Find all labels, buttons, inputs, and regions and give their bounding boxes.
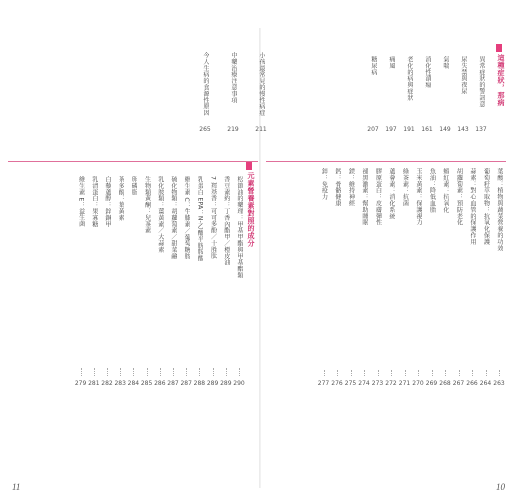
toc-page-number: 283 bbox=[114, 380, 126, 387]
toc-page-number: 269 bbox=[425, 380, 438, 387]
toc-page-number: 263 bbox=[493, 380, 505, 387]
toc-page-number: 211 bbox=[255, 126, 267, 133]
toc-entry-text: 糖尿病 bbox=[370, 56, 377, 76]
toc-page-number: 274 bbox=[358, 380, 370, 387]
toc-entry-text: 蘆薈素：消化系統 bbox=[388, 168, 395, 220]
toc-entry-text: 小孩最常見的慢性病症 bbox=[258, 52, 265, 116]
left-folio: 11 bbox=[12, 482, 21, 492]
toc-page-number: 271 bbox=[398, 380, 411, 387]
toc-leader-dots bbox=[405, 370, 407, 376]
right-heading-marker bbox=[496, 44, 502, 52]
toc-entry-text: 維生素 E：益生菌 bbox=[77, 176, 85, 228]
toc-leader-dots bbox=[418, 370, 420, 376]
toc-leader-dots bbox=[120, 368, 122, 376]
toc-page-number: 281 bbox=[88, 380, 100, 387]
toc-entry-text: 硫化物類：胡蘿蔔素／甜菜鹼 bbox=[170, 176, 177, 260]
toc-leader-dots bbox=[445, 370, 447, 376]
toc-entry-text: 魚油：降低血脂 bbox=[428, 168, 436, 213]
toc-leader-dots bbox=[186, 368, 188, 376]
left-section-heading: 元素營養素對照的成分 bbox=[247, 172, 255, 247]
toc-page-number: 161 bbox=[421, 126, 433, 133]
toc-page-number: 286 bbox=[154, 380, 166, 387]
toc-page-number: 265 bbox=[199, 126, 211, 133]
toc-page-number: 272 bbox=[385, 380, 397, 387]
toc-page-number: 264 bbox=[479, 380, 492, 387]
toc-leader-dots bbox=[351, 370, 353, 376]
toc-page-number: 285 bbox=[140, 380, 153, 387]
right-folio: 10 bbox=[496, 482, 505, 492]
toc-page-number: 282 bbox=[101, 380, 113, 387]
toc-page-number: 197 bbox=[385, 126, 397, 133]
toc-page-number: 273 bbox=[371, 380, 384, 387]
toc-page-number: 289 bbox=[206, 380, 219, 387]
toc-page-number: 143 bbox=[457, 126, 469, 133]
toc-page-number: 191 bbox=[403, 126, 415, 133]
toc-leader-dots bbox=[324, 370, 326, 376]
left-heading-rule bbox=[8, 161, 258, 162]
toc-page-number: 267 bbox=[452, 380, 465, 387]
toc-page-number: 149 bbox=[439, 126, 451, 133]
toc-page-number: 284 bbox=[127, 380, 140, 387]
toc-entry-text: 白藜蘆醇：鋅銅甲 bbox=[104, 176, 111, 228]
toc-leader-dots bbox=[199, 368, 201, 376]
toc-entry-text: 卵磷脂 bbox=[130, 176, 138, 196]
toc-page-number: 287 bbox=[180, 380, 192, 387]
toc-entry-text: 老化的病與症狀 bbox=[406, 56, 413, 101]
toc-entry-text: 鎂：維持神經 bbox=[347, 168, 355, 207]
toc-page-number: 207 bbox=[367, 126, 379, 133]
toc-entry-text: 7 羥基香：可可多酚／十胜肽 bbox=[209, 176, 217, 260]
toc-entry-text: 鋅：免疫力 bbox=[320, 168, 328, 200]
toc-leader-dots bbox=[364, 370, 366, 376]
toc-entry-text: 胡蘿蔔素：預防老化 bbox=[455, 168, 463, 226]
toc-leader-dots bbox=[239, 368, 241, 376]
toc-leader-dots bbox=[81, 368, 83, 376]
toc-entry-text: 乳化胺類：薑黃素／大蒜素 bbox=[156, 176, 164, 253]
toc-page-number: 288 bbox=[193, 380, 206, 387]
toc-leader-dots bbox=[472, 370, 474, 376]
toc-entry-text: 蝦紅素：抗氧化 bbox=[442, 168, 449, 213]
toc-entry-text: 膠原蛋白：皮膚彈性 bbox=[374, 168, 382, 226]
toc-page-number: 287 bbox=[167, 380, 179, 387]
toc-page-number: 137 bbox=[475, 126, 487, 133]
toc-leader-dots bbox=[459, 370, 461, 376]
toc-entry-text: 褪黑激素：幫助睡眠 bbox=[361, 168, 368, 226]
toc-leader-dots bbox=[226, 368, 228, 376]
toc-leader-dots bbox=[432, 370, 434, 376]
toc-leader-dots bbox=[147, 368, 149, 376]
toc-page-number: 270 bbox=[412, 380, 424, 387]
toc-entry-text: 乳蛋白 EPA：N-乙醯半胱胺酸 bbox=[196, 176, 204, 262]
toc-entry-text: 蒜素：對心血管的保護作用 bbox=[469, 168, 476, 245]
toc-page-number: 268 bbox=[439, 380, 451, 387]
toc-entry-text: 生物類黃酮：兒茶素 bbox=[143, 176, 151, 234]
toc-leader-dots bbox=[391, 370, 393, 376]
right-section-heading: 這種症狀，那病 bbox=[497, 54, 505, 107]
toc-entry-text: 鈣：骨骼健康 bbox=[334, 168, 341, 207]
left-heading-marker bbox=[246, 162, 252, 170]
toc-page-number: 266 bbox=[466, 380, 478, 387]
toc-entry-text: 茶多酚：葉黃素 bbox=[117, 176, 125, 221]
toc-leader-dots bbox=[213, 368, 215, 376]
toc-entry-text: 維生素 C：牛膝素／葡萄糖胺 bbox=[183, 176, 191, 260]
toc-entry-text: 氣喘 bbox=[442, 56, 449, 69]
toc-page-number: 219 bbox=[227, 126, 239, 133]
right-heading-rule bbox=[266, 161, 506, 162]
toc-leader-dots bbox=[94, 368, 96, 376]
toc-leader-dots bbox=[107, 368, 109, 376]
toc-leader-dots bbox=[173, 368, 175, 376]
toc-entry-text: 葡萄籽萃取物：抗氧化保護 bbox=[482, 168, 490, 245]
toc-leader-dots bbox=[337, 370, 339, 376]
toc-entry-text: 異常症狀的警訊意 bbox=[478, 56, 485, 108]
toc-leader-dots bbox=[160, 368, 162, 376]
toc-entry-text: 尿失禁與夜尿 bbox=[460, 56, 467, 95]
toc-page-number: 279 bbox=[74, 380, 87, 387]
toc-entry-text: 玉米黃素：保護視力 bbox=[415, 168, 422, 226]
toc-leader-dots bbox=[133, 368, 135, 376]
toc-leader-dots bbox=[486, 370, 488, 376]
toc-page-number: 277 bbox=[317, 380, 330, 387]
toc-leader-dots bbox=[378, 370, 380, 376]
toc-page-number: 290 bbox=[233, 380, 245, 387]
toc-entry-text: 消化性潰瘍 bbox=[424, 56, 431, 88]
toc-entry-text: 香豆素約：丁香內酯甲／橙皮油 bbox=[222, 176, 230, 266]
toc-entry-text: 中藥治療注意事項 bbox=[230, 52, 237, 104]
toc-entry-text: 今人生病的食源性原因 bbox=[202, 52, 209, 116]
toc-entry-text: 綠茶素：抗菌 bbox=[401, 168, 409, 207]
toc-entry-text: 葉酸：植物與蔬菜營養的功效 bbox=[496, 168, 503, 252]
toc-entry-text: 松節油的藥理：甲基甲酯與甲基酯類 bbox=[236, 176, 243, 279]
toc-page-number: 289 bbox=[220, 380, 232, 387]
toc-page-number: 276 bbox=[331, 380, 343, 387]
toc-entry-text: 痛風 bbox=[388, 56, 395, 69]
toc-leader-dots bbox=[499, 370, 501, 376]
toc-entry-text: 乳清蛋白：果寡糖 bbox=[90, 176, 98, 228]
toc-page-number: 275 bbox=[344, 380, 357, 387]
